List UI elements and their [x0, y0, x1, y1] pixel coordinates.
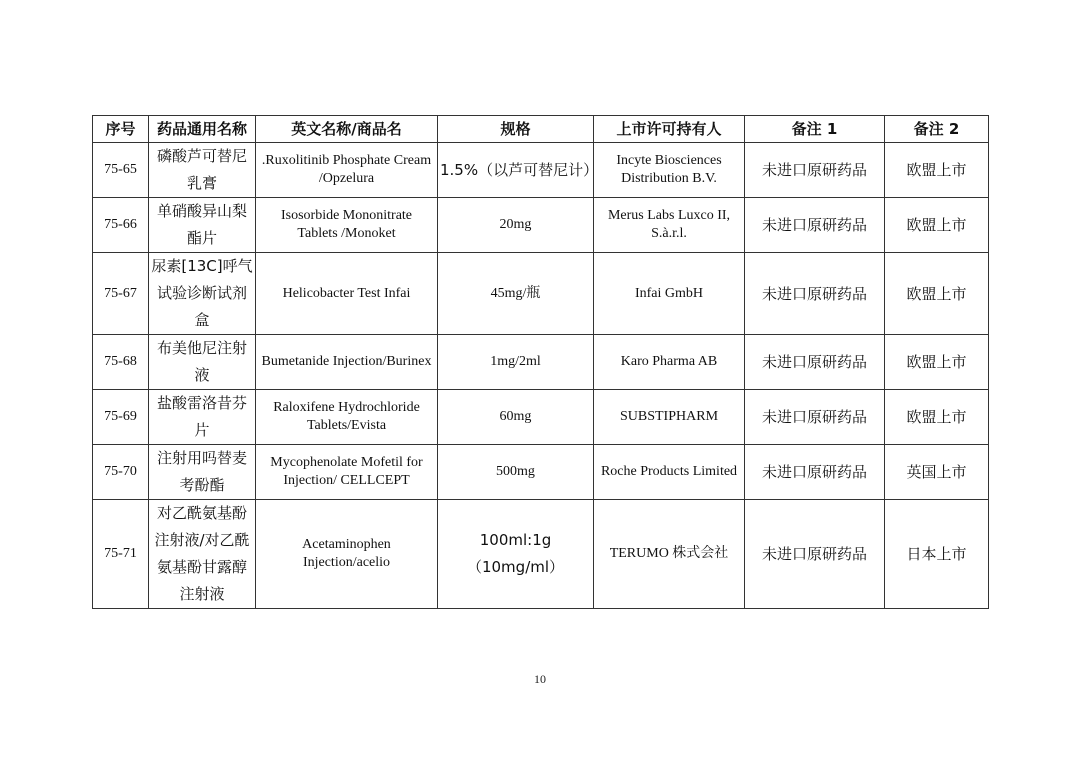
- header-note2: 备注 2: [885, 116, 989, 143]
- header-generic-name: 药品通用名称: [149, 116, 256, 143]
- row-note1: 未进口原研药品: [745, 390, 885, 445]
- row-holder: Infai GmbH: [594, 253, 745, 335]
- header-note1: 备注 1: [745, 116, 885, 143]
- table-row: [93, 143, 989, 198]
- row-name-en: Mycophenolate Mofetil for Injection/ CELLCEPT: [256, 445, 438, 500]
- row-holder: TERUMO 株式会社: [594, 500, 745, 609]
- row-note1: 未进口原研药品: [745, 500, 885, 609]
- row-name-cn: 注射用吗替麦考酚酯: [149, 445, 256, 500]
- table-row: [93, 253, 989, 335]
- row-name-cn: 盐酸雷洛昔芬片: [149, 390, 256, 445]
- row-id: 75-65: [93, 143, 149, 198]
- row-name-cn: 尿素[13C]呼气试验诊断试剂盒: [149, 253, 256, 335]
- page-number: 10: [534, 672, 546, 686]
- row-note2: 英国上市: [885, 445, 989, 500]
- row-note1: 未进口原研药品: [745, 253, 885, 335]
- row-id: 75-66: [93, 198, 149, 253]
- row-note2: 欧盟上市: [885, 335, 989, 390]
- table-row: [93, 198, 989, 253]
- row-name-en: Isosorbide Mononitrate Tablets /Monoket: [256, 198, 438, 253]
- row-name-en: .Ruxolitinib Phosphate Cream /Opzelura: [256, 143, 438, 198]
- row-id: 75-71: [93, 500, 149, 609]
- row-note1: 未进口原研药品: [745, 335, 885, 390]
- row-spec: 1.5%（以芦可替尼计）: [438, 143, 594, 198]
- row-spec: 100ml:1g （10mg/ml）: [438, 500, 594, 609]
- row-id: 75-67: [93, 253, 149, 335]
- row-note1: 未进口原研药品: [745, 198, 885, 253]
- table-row: [93, 390, 989, 445]
- row-id: 75-69: [93, 390, 149, 445]
- drug-table: [92, 115, 989, 609]
- row-holder: Incyte Biosciences Distribution B.V.: [594, 143, 745, 198]
- row-spec: 60mg: [438, 390, 594, 445]
- table-header-row: [93, 116, 989, 143]
- row-spec: 500mg: [438, 445, 594, 500]
- row-note2: 日本上市: [885, 500, 989, 609]
- row-name-cn: 布美他尼注射液: [149, 335, 256, 390]
- table-row: [93, 500, 989, 609]
- header-holder: 上市许可持有人: [594, 116, 745, 143]
- row-holder: SUBSTIPHARM: [594, 390, 745, 445]
- row-spec: 20mg: [438, 198, 594, 253]
- table-row: [93, 335, 989, 390]
- header-spec: 规格: [438, 116, 594, 143]
- row-note2: 欧盟上市: [885, 198, 989, 253]
- row-id: 75-70: [93, 445, 149, 500]
- table-row: [93, 445, 989, 500]
- row-name-en: Helicobacter Test Infai: [256, 253, 438, 335]
- row-holder: Merus Labs Luxco II, S.à.r.l.: [594, 198, 745, 253]
- row-holder: Karo Pharma AB: [594, 335, 745, 390]
- row-name-cn: 对乙酰氨基酚注射液/对乙酰氨基酚甘露醇注射液: [149, 500, 256, 609]
- row-note2: 欧盟上市: [885, 143, 989, 198]
- row-name-en: Raloxifene Hydrochloride Tablets/Evista: [256, 390, 438, 445]
- row-note1: 未进口原研药品: [745, 445, 885, 500]
- row-name-en: Bumetanide Injection/Burinex: [256, 335, 438, 390]
- row-name-cn: 单硝酸异山梨酯片: [149, 198, 256, 253]
- row-spec: 1mg/2ml: [438, 335, 594, 390]
- row-note1: 未进口原研药品: [745, 143, 885, 198]
- header-seq: 序号: [93, 116, 149, 143]
- row-holder: Roche Products Limited: [594, 445, 745, 500]
- header-english-name: 英文名称/商品名: [256, 116, 438, 143]
- row-note2: 欧盟上市: [885, 390, 989, 445]
- row-note2: 欧盟上市: [885, 253, 989, 335]
- row-name-cn: 磷酸芦可替尼乳膏: [149, 143, 256, 198]
- row-name-en: Acetaminophen Injection/acelio: [256, 500, 438, 609]
- row-id: 75-68: [93, 335, 149, 390]
- row-spec: 45mg/瓶: [438, 253, 594, 335]
